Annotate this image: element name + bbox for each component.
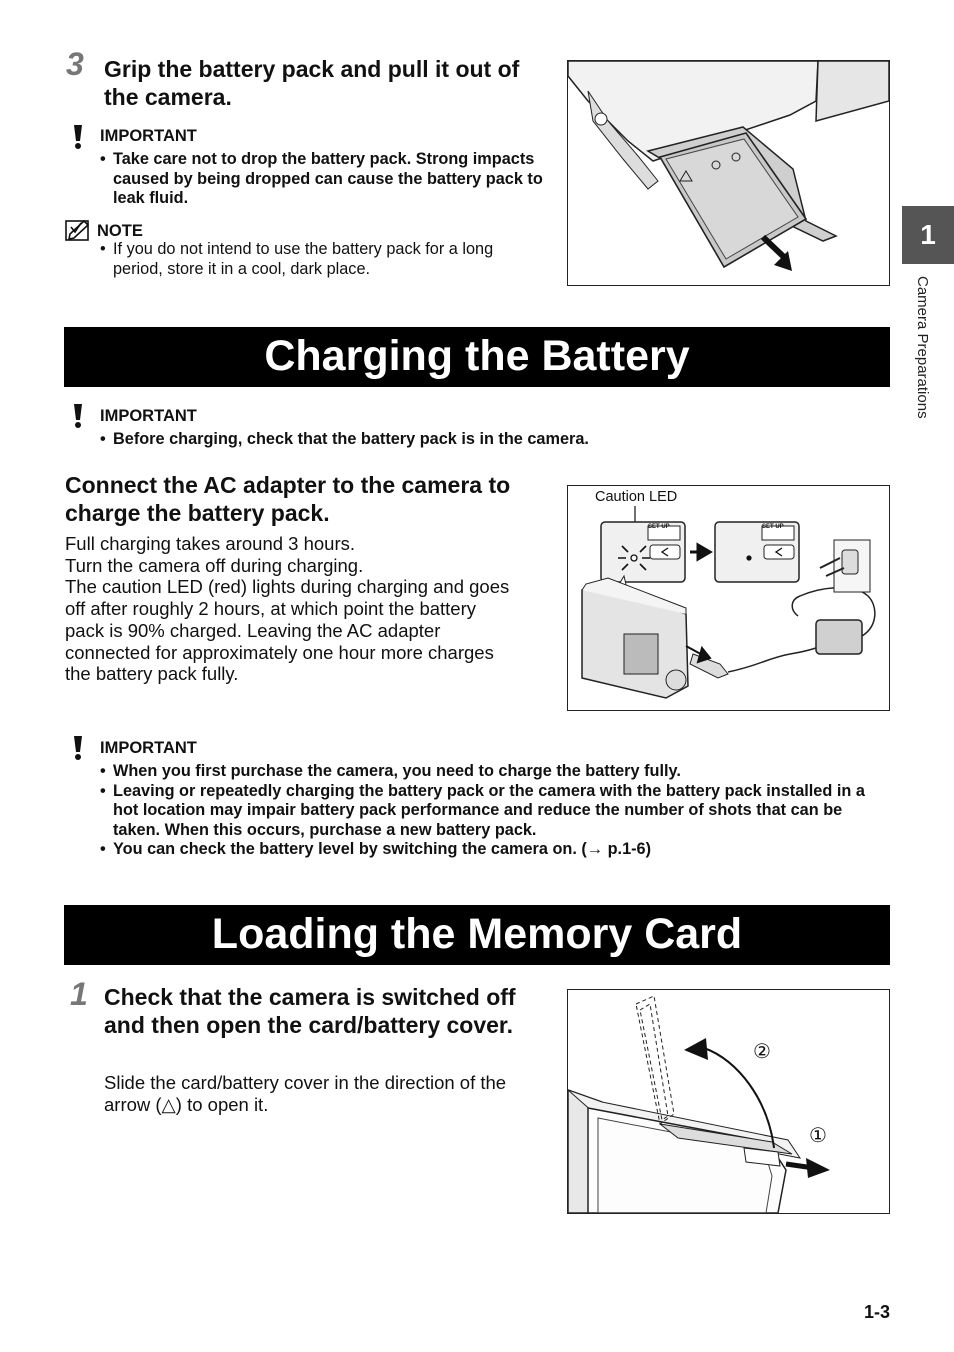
paragraph-line: off after roughly 2 hours, at which point the battery <box>65 598 477 620</box>
step-text: Slide the card/battery cover in the direction of the arrow (△) to open it. <box>104 1072 507 1115</box>
paragraph-line: connected for approximately one hour more charges <box>65 641 494 663</box>
setup-label: SET UP <box>648 524 670 530</box>
paragraph-line: pack is 90% charged. Leaving the AC adapter <box>65 619 441 641</box>
step-marker-1: ① <box>809 1125 827 1147</box>
important-label: IMPORTANT <box>100 407 197 425</box>
step-title: Check that the camera is switched off and then open the card/battery cover. <box>104 984 516 1038</box>
charging-illustration <box>568 486 889 710</box>
important-item: • Take care not to drop the battery pack. Strong impacts caused by being dropped can cause the battery pack to leak fluid. <box>100 150 545 209</box>
section-heading-charging: Charging the Battery <box>64 327 890 387</box>
setup-label: SET UP <box>762 524 784 530</box>
charging-paragraph <box>65 533 555 685</box>
step-number: 3 <box>66 46 84 82</box>
battery-removal-figure <box>567 60 890 286</box>
important-icon <box>73 735 83 762</box>
important-label: IMPORTANT <box>100 739 197 757</box>
step-number: 1 <box>70 976 88 1012</box>
figure-caption: Caution LED <box>595 489 678 505</box>
important-item: • When you first purchase the camera, you need to charge the battery fully. <box>100 762 890 782</box>
page-number: 1-3 <box>863 1302 890 1322</box>
battery-removal-illustration <box>568 61 889 285</box>
step-title: Grip the battery pack and pull it out of the camera. <box>104 56 520 110</box>
important-icon <box>73 124 83 151</box>
note-label: NOTE <box>97 222 143 240</box>
important-list <box>100 150 545 209</box>
important-icon <box>73 403 83 430</box>
note-icon <box>64 218 92 242</box>
subheading: Connect the AC adapter to the camera to charge the battery pack. <box>65 472 511 526</box>
paragraph-line: Turn the camera off during charging. <box>65 554 364 576</box>
chapter-title: Camera Preparations <box>914 276 931 419</box>
important-item: • You can check the battery level by switching the camera on. (→ p.1-6) <box>100 840 890 860</box>
paragraph-line: The caution LED (red) lights during charging and goes <box>65 576 510 598</box>
paragraph-line: the battery pack fully. <box>65 663 239 685</box>
important-label: IMPORTANT <box>100 127 197 145</box>
important-list <box>100 762 890 860</box>
note-list <box>100 240 545 279</box>
step-marker-2: ② <box>753 1041 771 1063</box>
section-heading-memory: Loading the Memory Card <box>64 905 890 965</box>
paragraph-line: Full charging takes around 3 hours. <box>65 533 356 554</box>
chapter-tab: 1 <box>902 206 954 264</box>
note-item: • If you do not intend to use the battery pack for a long period, store it in a cool, dark place. <box>100 240 545 279</box>
charging-figure <box>567 485 890 711</box>
card-cover-illustration <box>568 990 889 1213</box>
card-cover-figure <box>567 989 890 1214</box>
important-list <box>100 430 880 450</box>
important-item: • Leaving or repeatedly charging the battery pack or the camera with the battery pack installed in a hot location may impair battery pack performance and reduce the number of shots that can be taken. When this occurs, purchase a new battery pack. <box>100 782 890 841</box>
important-item: • Before charging, check that the battery pack is in the camera. <box>100 430 880 450</box>
